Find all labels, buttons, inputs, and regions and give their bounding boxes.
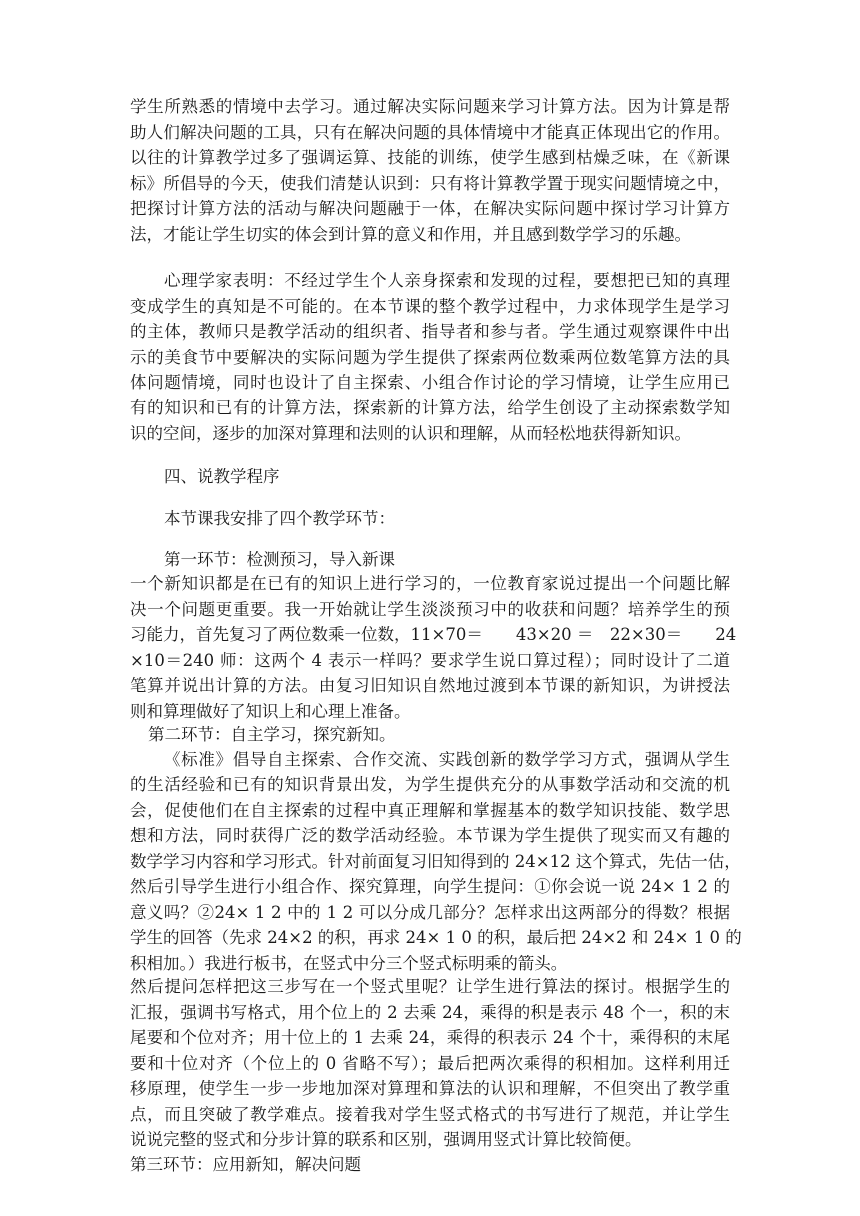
paragraph-line: 有的知识和已有的计算方法，探索新的计算方法，给学生创设了主动探索数学知 (130, 398, 730, 417)
paragraph-line: 积相加。）我进行板书，在竖式中分三个竖式标明乘的箭头。 (130, 954, 568, 973)
paragraph-line: 法，才能让学生切实的体会到计算的意义和作用，并且感到数学学习的乐趣。 (130, 225, 691, 244)
paragraph-line: 说说完整的竖式和分步计算的联系和区别，强调用竖式计算比较简便。 (130, 1130, 642, 1149)
paragraph-line: 把探讨计算方法的活动与解决问题融于一体，在解决实际问题中探讨学习计算方 (130, 199, 730, 218)
section-heading: 四、说教学程序 (164, 467, 280, 486)
paragraph-line: 标》所倡导的今天，使我们清楚认识到：只有将计算教学置于现实问题情境之中， (130, 174, 730, 193)
step3-title: 第三环节：应用新知，解决问题 (130, 1155, 361, 1174)
paragraph-line: 体问题情境，同时也设计了自主探索、小组合作讨论的学习情境，让学生应用已 (130, 373, 730, 392)
paragraph-line: 要和十位对齐（个位上的 0 省略不写）；最后把两次乘得的积相加。这样利用迁 (130, 1054, 730, 1073)
paragraph-line: 示的美食节中要解决的实际问题为学生提供了探索两位数乘两位数笔算方法的具 (130, 348, 730, 367)
paragraph-line: 移原理，使学生一步一步地加深对算理和算法的认识和理解，不但突出了教学重 (130, 1079, 730, 1098)
step1-title: 第一环节：检测预习，导入新课 (164, 550, 395, 569)
paragraph-line: 然后引导学生进行小组合作、探究算理，向学生提问：①你会说一说 24× 1 2 的 (130, 877, 730, 896)
paragraph-line: 会，促使他们在自主探索的过程中真正理解和掌握基本的数学知识技能、数学思 (130, 801, 730, 820)
paragraph-line: 以往的计算教学过多了强调运算、技能的训练，使学生感到枯燥乏味，在《新课 (130, 148, 730, 167)
intro-text: 本节课我安排了四个教学环节： (164, 509, 395, 528)
paragraph-line: 数学学习内容和学习形式。针对前面复习旧知得到的 24×12 这个算式，先估一估， (130, 852, 741, 871)
paragraph-line: 助人们解决问题的工具，只有在解决问题的具体情境中才能真正体现出它的作用。 (130, 123, 730, 142)
paragraph-line: 决一个问题更重要。我一开始就让学生淡淡预习中的收获和问题？培养学生的预 (130, 600, 730, 619)
paragraph-line: 然后提问怎样把这三步写在一个竖式里呢？让学生进行算法的探讨。根据学生的 (130, 977, 730, 996)
paragraph-line: 想和方法，同时获得广泛的数学活动经验。本节课为学生提供了现实而又有趣的 (130, 826, 730, 845)
paragraph-line: 笔算并说出计算的方法。由复习旧知识自然地过渡到本节课的新知识，为讲授法 (130, 676, 730, 695)
paragraph-line: 识的空间，逐步的加深对算理和法则的认识和理解，从而轻松地获得新知识。 (130, 424, 691, 443)
paragraph-line: 学生的回答（先求 24×2 的积，再求 24× 1 0 的积，最后把 24×2 和 24× 1 0 的 (130, 928, 742, 947)
paragraph-line: 的生活经验和已有的知识背景出发，为学生提供充分的从事数学活动和交流的机 (130, 775, 730, 794)
paragraph-line: 意义吗？②24× 1 2 中的 1 2 可以分成几部分？怎样求出这两部分的得数？根据 (130, 903, 730, 922)
paragraph-line: 则和算理做好了知识上和心理上准备。 (130, 702, 411, 721)
paragraph-line: 点，而且突破了教学难点。接着我对学生竖式格式的书写进行了规范，并让学生 (130, 1105, 730, 1124)
step2-title: 第二环节：自主学习，探究新知。 (148, 725, 396, 744)
paragraph-line: 一个新知识都是在已有的知识上进行学习的，一位教育家说过提出一个问题比解 (130, 574, 730, 593)
paragraph-line: 习能力，首先复习了两位数乘一位数，11×70＝ 43×20 ＝ 22×30＝ 24 (130, 625, 737, 644)
paragraph-line: ×10＝240 师：这两个 4 表示一样吗？要求学生说口算过程）；同时设计了二道 (130, 651, 730, 670)
paragraph-line: 学生所熟悉的情境中去学习。通过解决实际问题来学习计算方法。因为计算是帮 (130, 97, 730, 116)
paragraph-line: 尾要和个位对齐；用十位上的 1 去乘 24，乘得的积表示 24 个十，乘得积的末尾 (130, 1028, 730, 1047)
paragraph-line: 的主体，教师只是教学活动的组织者、指导者和参与者。学生通过观察课件中出 (130, 322, 730, 341)
paragraph-line: 《标准》倡导自主探索、合作交流、实践创新的数学学习方式，强调从学生 (164, 750, 730, 769)
paragraph-line: 心理学家表明：不经过学生个人亲身探索和发现的过程，要想把已知的真理 (164, 271, 730, 290)
paragraph-line: 汇报，强调书写格式，用个位上的 2 去乘 24，乘得的积是表示 48 个一，积的末 (130, 1003, 730, 1022)
paragraph-line: 变成学生的真知是不可能的。在本节课的整个教学过程中，力求体现学生是学习 (130, 297, 730, 316)
